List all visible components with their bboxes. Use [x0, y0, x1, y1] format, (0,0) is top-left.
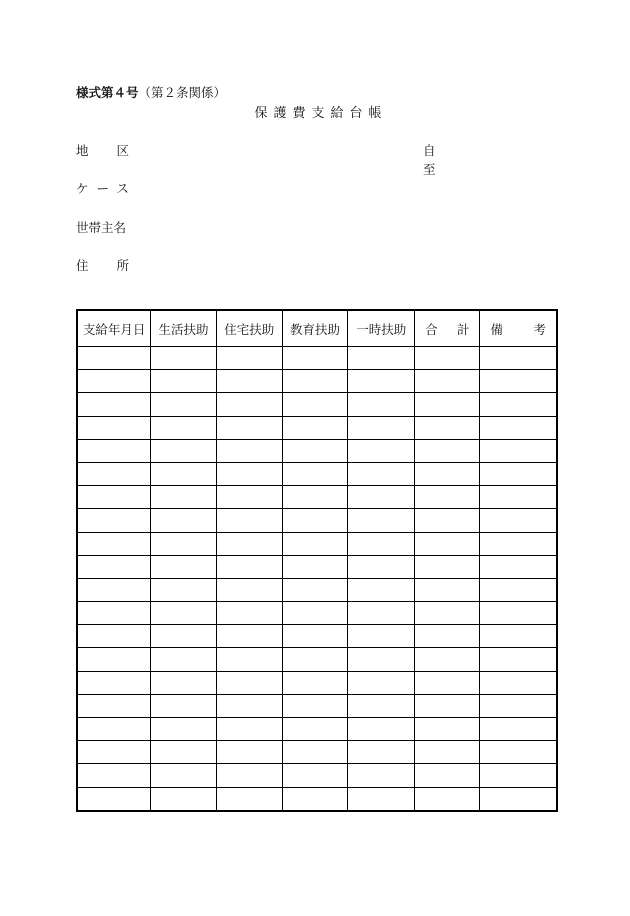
table-cell[interactable] — [282, 486, 348, 509]
table-cell[interactable] — [216, 370, 282, 393]
table-cell[interactable] — [480, 509, 557, 532]
table-cell[interactable] — [282, 532, 348, 555]
form-relation: （第２条関係） — [138, 85, 227, 100]
table-cell[interactable] — [282, 509, 348, 532]
col-livelihood-aid: 生活扶助 — [151, 310, 217, 347]
table-cell[interactable] — [151, 694, 217, 717]
table-cell[interactable] — [77, 393, 151, 416]
table-cell[interactable] — [282, 718, 348, 741]
table-cell[interactable] — [77, 648, 151, 671]
table-row — [77, 671, 557, 694]
table-cell[interactable] — [480, 555, 557, 578]
table-cell[interactable] — [415, 439, 480, 462]
table-cell[interactable] — [415, 532, 480, 555]
table-cell[interactable] — [415, 578, 480, 601]
table-cell[interactable] — [282, 694, 348, 717]
col-temporary-aid: 一時扶助 — [348, 310, 415, 347]
table-cell[interactable] — [480, 578, 557, 601]
table-cell[interactable] — [415, 764, 480, 787]
table-cell[interactable] — [480, 416, 557, 439]
table-row — [77, 625, 557, 648]
table-cell[interactable] — [480, 602, 557, 625]
table-cell[interactable] — [77, 370, 151, 393]
table-cell[interactable] — [415, 486, 480, 509]
table-cell[interactable] — [77, 718, 151, 741]
table-cell[interactable] — [480, 370, 557, 393]
table-cell[interactable] — [348, 347, 415, 370]
table-cell[interactable] — [415, 462, 480, 485]
table-row — [77, 393, 557, 416]
table-cell[interactable] — [77, 416, 151, 439]
table-cell[interactable] — [216, 486, 282, 509]
table-cell[interactable] — [151, 462, 217, 485]
table-cell[interactable] — [348, 439, 415, 462]
table-cell[interactable] — [151, 555, 217, 578]
table-row — [77, 486, 557, 509]
table-row — [77, 416, 557, 439]
table-cell[interactable] — [480, 764, 557, 787]
table-row — [77, 764, 557, 787]
col-remarks-char-2: 考 — [533, 321, 546, 337]
table-row — [77, 787, 557, 811]
table-cell[interactable] — [348, 764, 415, 787]
table-cell[interactable] — [151, 509, 217, 532]
table-cell[interactable] — [480, 741, 557, 764]
table-row — [77, 555, 557, 578]
table-cell[interactable] — [77, 555, 151, 578]
table-cell[interactable] — [151, 416, 217, 439]
table-cell[interactable] — [216, 741, 282, 764]
table-cell[interactable] — [415, 694, 480, 717]
table-cell[interactable] — [216, 555, 282, 578]
address-label: 住所 — [76, 258, 158, 273]
table-row — [77, 532, 557, 555]
col-payment-date: 支給年月日 — [77, 310, 151, 347]
table-cell[interactable] — [216, 462, 282, 485]
table-cell[interactable] — [480, 486, 557, 509]
table-cell[interactable] — [216, 532, 282, 555]
table-cell[interactable] — [415, 370, 480, 393]
table-cell[interactable] — [480, 347, 557, 370]
table-cell[interactable] — [415, 648, 480, 671]
table-cell[interactable] — [348, 578, 415, 601]
table-cell[interactable] — [151, 578, 217, 601]
table-cell[interactable] — [216, 578, 282, 601]
table-cell[interactable] — [282, 462, 348, 485]
table-row — [77, 462, 557, 485]
col-total-char-1: 合 — [425, 321, 438, 337]
table-cell[interactable] — [415, 347, 480, 370]
table-cell[interactable] — [151, 347, 217, 370]
period-to-label: 至 — [423, 162, 436, 177]
table-cell[interactable] — [216, 764, 282, 787]
table-cell[interactable] — [282, 347, 348, 370]
table-cell[interactable] — [216, 625, 282, 648]
table-row — [77, 439, 557, 462]
table-cell[interactable] — [77, 532, 151, 555]
table-cell[interactable] — [216, 393, 282, 416]
table-cell[interactable] — [480, 787, 557, 811]
table-cell[interactable] — [77, 625, 151, 648]
table-cell[interactable] — [216, 694, 282, 717]
table-cell[interactable] — [480, 625, 557, 648]
table-cell[interactable] — [348, 393, 415, 416]
table-cell[interactable] — [480, 671, 557, 694]
table-cell[interactable] — [77, 694, 151, 717]
form-number-line — [76, 83, 226, 101]
table-cell[interactable] — [216, 787, 282, 811]
table-body — [77, 347, 557, 811]
table-cell[interactable] — [348, 625, 415, 648]
table-cell[interactable] — [282, 555, 348, 578]
table-cell[interactable] — [480, 718, 557, 741]
table-cell[interactable] — [282, 602, 348, 625]
table-cell[interactable] — [282, 578, 348, 601]
table-cell[interactable] — [348, 602, 415, 625]
table-cell[interactable] — [77, 741, 151, 764]
table-cell[interactable] — [151, 370, 217, 393]
table-cell[interactable] — [77, 509, 151, 532]
table-cell[interactable] — [348, 671, 415, 694]
table-row — [77, 509, 557, 532]
table-header-row — [77, 310, 557, 347]
table-cell[interactable] — [415, 625, 480, 648]
table-cell[interactable] — [348, 462, 415, 485]
table-cell[interactable] — [282, 439, 348, 462]
table-cell[interactable] — [151, 393, 217, 416]
col-total-char-2: 計 — [456, 321, 470, 337]
col-housing-aid: 住宅扶助 — [216, 310, 282, 347]
table-cell[interactable] — [216, 671, 282, 694]
table-row — [77, 718, 557, 741]
table-row — [77, 370, 557, 393]
payment-ledger-table — [76, 309, 558, 812]
table-cell[interactable] — [480, 462, 557, 485]
table-cell[interactable] — [151, 787, 217, 811]
table-cell[interactable] — [415, 602, 480, 625]
table-row — [77, 694, 557, 717]
table-cell[interactable] — [77, 602, 151, 625]
case-label: ケース — [76, 181, 137, 196]
district-label: 地区 — [76, 143, 158, 158]
table-row — [77, 578, 557, 601]
table-cell[interactable] — [216, 439, 282, 462]
table-cell[interactable] — [151, 486, 217, 509]
table-cell[interactable] — [151, 741, 217, 764]
table-cell[interactable] — [282, 787, 348, 811]
col-remarks-char-1: 備 — [490, 321, 503, 337]
table-cell[interactable] — [415, 787, 480, 811]
table-cell[interactable] — [415, 741, 480, 764]
table-cell[interactable] — [415, 509, 480, 532]
table-cell[interactable] — [216, 347, 282, 370]
page-title: 保護費支給台帳 — [254, 106, 388, 121]
table-cell[interactable] — [348, 509, 415, 532]
table-cell[interactable] — [415, 718, 480, 741]
table-cell[interactable] — [480, 694, 557, 717]
col-remarks — [480, 310, 557, 347]
table-cell[interactable] — [348, 416, 415, 439]
table-cell[interactable] — [77, 439, 151, 462]
table-cell[interactable] — [348, 648, 415, 671]
table-cell[interactable] — [282, 416, 348, 439]
table-cell[interactable] — [348, 370, 415, 393]
table-cell[interactable] — [282, 648, 348, 671]
col-total — [415, 310, 480, 347]
table-cell[interactable] — [282, 671, 348, 694]
table-cell[interactable] — [348, 718, 415, 741]
period-from-label: 自 — [423, 143, 436, 158]
table-row — [77, 648, 557, 671]
table-cell[interactable] — [480, 648, 557, 671]
table-cell[interactable] — [216, 602, 282, 625]
table-cell[interactable] — [282, 764, 348, 787]
table-cell[interactable] — [282, 741, 348, 764]
table-cell[interactable] — [77, 671, 151, 694]
table-cell[interactable] — [348, 787, 415, 811]
table-cell[interactable] — [348, 532, 415, 555]
table-cell[interactable] — [151, 671, 217, 694]
table-cell[interactable] — [282, 625, 348, 648]
table-cell[interactable] — [216, 648, 282, 671]
table-cell[interactable] — [151, 602, 217, 625]
table-cell[interactable] — [151, 648, 217, 671]
table-cell[interactable] — [348, 694, 415, 717]
table-cell[interactable] — [348, 555, 415, 578]
table-cell[interactable] — [216, 416, 282, 439]
table-cell[interactable] — [77, 764, 151, 787]
table-row — [77, 741, 557, 764]
table-cell[interactable] — [480, 439, 557, 462]
table-cell[interactable] — [151, 439, 217, 462]
table-cell[interactable] — [415, 671, 480, 694]
table-cell[interactable] — [77, 462, 151, 485]
table-cell[interactable] — [480, 532, 557, 555]
table-cell[interactable] — [77, 347, 151, 370]
form-number: 様式第４号 — [76, 85, 139, 100]
table-cell[interactable] — [480, 393, 557, 416]
table-cell[interactable] — [216, 509, 282, 532]
table-cell[interactable] — [151, 625, 217, 648]
table-row — [77, 602, 557, 625]
table-cell[interactable] — [77, 787, 151, 811]
table-cell[interactable] — [415, 393, 480, 416]
table-cell[interactable] — [415, 555, 480, 578]
table-cell[interactable] — [151, 718, 217, 741]
col-education-aid: 教育扶助 — [282, 310, 348, 347]
table-cell[interactable] — [151, 532, 217, 555]
table-cell[interactable] — [77, 578, 151, 601]
household-head-label: 世帯主名 — [76, 220, 127, 235]
table-cell[interactable] — [77, 486, 151, 509]
table-cell[interactable] — [216, 718, 282, 741]
table-cell[interactable] — [348, 741, 415, 764]
table-cell[interactable] — [151, 764, 217, 787]
table-cell[interactable] — [415, 416, 480, 439]
table-cell[interactable] — [348, 486, 415, 509]
table-cell[interactable] — [282, 370, 348, 393]
table-cell[interactable] — [282, 393, 348, 416]
table-row — [77, 347, 557, 370]
